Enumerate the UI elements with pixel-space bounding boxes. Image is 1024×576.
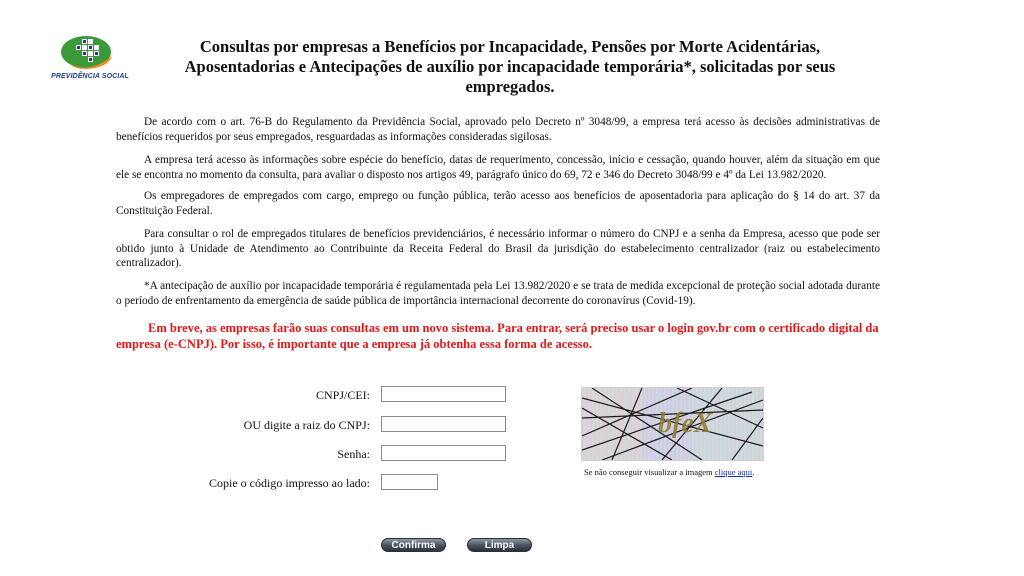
previdencia-logo-icon [50,34,130,74]
paragraph-empregadores [116,189,880,218]
codigo-input[interactable] [381,474,438,490]
raiz-cnpj-input[interactable] [381,416,506,432]
captcha-image [581,387,764,461]
captcha-note-suffix: . [752,467,755,477]
paragraph-decreto-text: De acordo com o art. 76-B do Regulamento da Previdência Social, aprovado pelo Decreto nº 3048/99, a empresa terá acesso às decisões administrativas de benefícios requeridos por seus empregados, resguardadas as informações consideradas sigilosas. [116,116,880,143]
senha-label: Senha: [337,447,370,461]
paragraph-consulta-rol [116,227,880,271]
paragraph-consulta-rol-text: Para consultar o rol de empregados titulares de benefícios previdenciários, é necessário informar o número do CNPJ e a senha da Empresa, acesso que pode ser obtido junto à Unidade de Atendimento ao Contribuinte da Receita Federal do Brasil da jurisdição do estabelecimento centralizador (raiz ou estabelecimento centralizador). [116,228,880,269]
captcha-note [584,467,754,477]
paragraph-empregadores-text: Os empregadores de empregados com cargo, emprego ou função pública, terão acesso aos benefícios de aposentadoria para aplicação do § 14 do art. 37 da Constituição Federal. [116,190,880,217]
cnpj-label: CNPJ/CEI: [315,388,370,402]
senha-input[interactable] [381,445,506,461]
captcha-text: bfeX [658,408,713,439]
captcha-reload-link[interactable]: clique aqui [714,467,753,477]
captcha-note-prefix: Se não conseguir visualizar a imagem [584,467,715,477]
warning-notice [116,320,882,352]
raiz-cnpj-label: OU digite a raiz do CNPJ: [243,418,370,432]
paragraph-decreto [116,115,880,144]
logo-text: PREVIDÊNCIA SOCIAL [51,73,129,80]
paragraph-antecipacao [116,279,880,308]
confirma-button[interactable]: Confirma [381,538,446,552]
warning-text: Em breve, as empresas farão suas consultas em um novo sistema. Para entrar, será preciso usar o login gov.br com o certificado digital da empresa (e-CNPJ). Por isso, é importante que a empresa já obtenha essa forma de acesso. [116,321,879,351]
limpa-button[interactable]: Limpa [467,538,532,552]
codigo-label: Copie o código impresso ao lado: [209,476,370,490]
previdencia-logo [50,34,130,82]
paragraph-informacoes [116,153,880,182]
page-title: Consultas por empresas a Benefícios por Incapacidade, Pensões por Morte Acidentárias, Aposentadorias e Antecipações de auxílio por incapacidade temporária*, solicitadas por seus empregados. [184,37,836,96]
captcha-graphic [582,388,763,460]
paragraph-informacoes-text: A empresa terá acesso às informações sobre espécie do benefício, datas de requerimento, concessão, início e cessação, quando houver, além da situação em que ele se encontra no momento da consulta, para avaliar o disposto nos artigos 49, parágrafo único do 69, 72 e 346 do Decreto 3048/99 e 4º da Lei 13.982/2020. [116,154,880,181]
paragraph-antecipacao-text: *A antecipação de auxílio por incapacidade temporária é regulamentada pela Lei 13.982/2020 e se trata de medida excepcional de proteção social adotada durante o período de enfrentamento da emergência de saúde pública de importância internacional decorrente do coronavírus (Covid-19). [116,280,880,307]
cnpj-input[interactable] [381,386,506,402]
